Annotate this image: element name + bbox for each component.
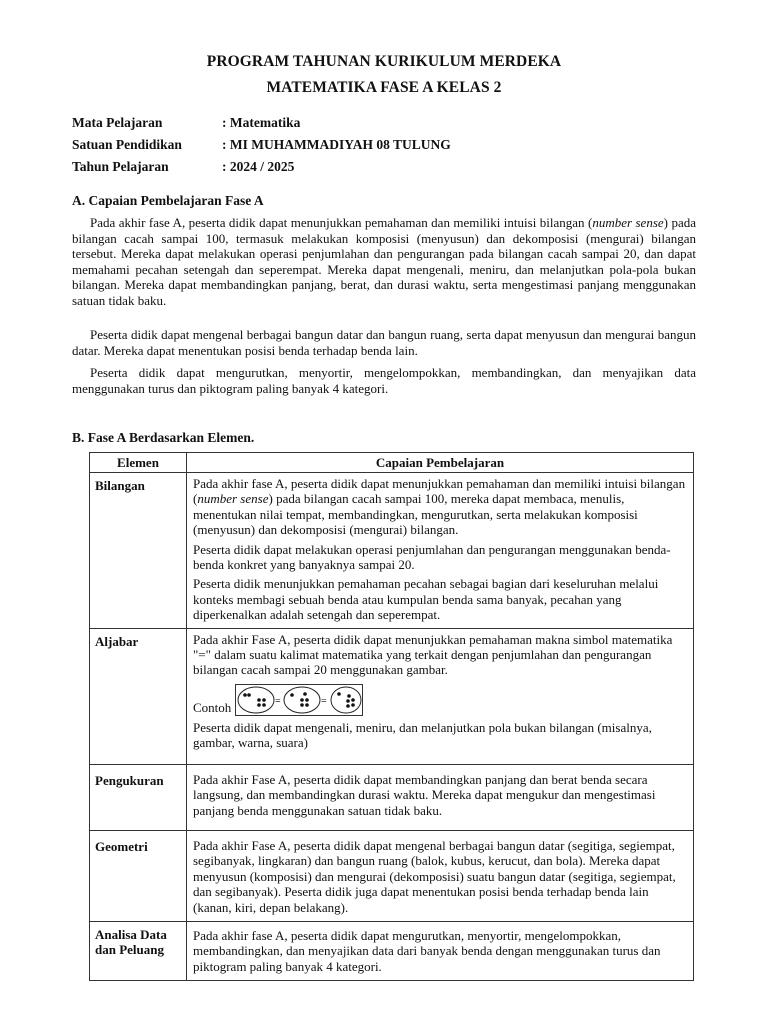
table-row-pengukuran	[90, 764, 694, 830]
contoh-label: Contoh	[193, 700, 232, 716]
section-a-paragraph-3: Peserta didik dapat mengurutkan, menyortir, mengelompokkan, membandingkan, dan menyajikan data menggunakan turus dan piktogram paling banyak 4 kategori.	[72, 365, 696, 396]
text-run: Pada akhir fase A, peserta didik dapat menunjukkan pemahaman dan memiliki intuisi bilangan (	[90, 215, 593, 230]
info-value: : 2024 / 2025	[222, 159, 295, 174]
equals-sign: =	[321, 695, 327, 707]
capaian-cell	[187, 628, 694, 764]
info-row-tahun-pelajaran	[72, 159, 294, 175]
capaian-cell	[187, 764, 694, 830]
table-row-geometri	[90, 830, 694, 921]
elemen-name: Bilangan	[90, 473, 187, 629]
info-row-satuan-pendidikan	[72, 137, 451, 153]
elemen-name: Analisa Data dan Peluang	[90, 921, 187, 980]
info-label: Mata Pelajaran	[72, 115, 163, 130]
capaian-paragraph: Pada akhir Fase A, peserta didik dapat membandingkan panjang dan berat benda secara langsung, dan membandingkan durasi waktu. Mereka dapat mengukur dan mengestimasi panjang benda menggunakan satuan tidak baku.	[193, 771, 656, 818]
elemen-name: Geometri	[90, 830, 187, 921]
info-row-mata-pelajaran	[72, 115, 300, 131]
column-header-elemen: Elemen	[90, 453, 187, 473]
illustration-frame	[236, 684, 363, 715]
capaian-paragraph: Pada akhir Fase A, peserta didik dapat mengenal berbagai bangun datar (segitiga, segiempat, segibanyak, lingkaran) dan bangun ruang (balok, kubus, kerucut, dan bola). Mereka dapat menyusun (komposisi) dan mengurai (dekomposisi) suatu bangun datar (segitiga, segiempat, dan segibanyak). Peserta didik juga dapat menentukan posisi benda terhadap benda lain (kanan, kiri, depan belakang).	[193, 837, 676, 915]
column-header-capaian: Capaian Pembelajaran	[187, 453, 694, 473]
table-header-row	[90, 453, 694, 473]
section-a-paragraph-1	[72, 215, 696, 309]
capaian-paragraph: Pada akhir Fase A, peserta didik dapat menunjukkan pemahaman makna simbol matematika "=" dalam suatu kalimat matematika yang terkait dengan penjumlahan dan pengurangan bilangan cacah sampai 20 menggunakan gambar.	[193, 631, 673, 678]
section-a-heading: A. Capaian Pembelajaran Fase A	[72, 193, 264, 208]
info-label: Tahun Pelajaran	[72, 159, 169, 174]
capaian-paragraph	[193, 476, 687, 538]
text-run: ) pada bilangan cacah sampai 100, termasuk melakukan komposisi (menyusun) dan dekomposisi (mengurai) bilangan tersebut. Mereka dapat melakukan operasi penjumlahan dan pengurangan pada bilangan cacah sampai 20, dan dapat memahami pecahan setengah dan seperempat. Mereka dapat mengenali, meniru, dan melanjutkan pola-pola bukan bilangan. Mereka dapat membandingkan panjang, berat, dan durasi waktu, serta mengestimasi panjang menggunakan satuan tidak baku.	[72, 215, 696, 308]
elemen-name: Pengukuran	[90, 764, 187, 830]
document-title-line2: MATEMATIKA FASE A KELAS 2	[266, 79, 502, 96]
text-run: ) pada bilangan cacah sampai 100, mereka dapat membaca, menulis, menentukan nilai tempat, membandingkan, mengurutkan, serta melakukan komposisi (menyusun) dan dekomposisi (mengurai) bilangan.	[193, 491, 638, 538]
contoh-example	[193, 684, 687, 716]
section-a-paragraph-2: Peserta didik dapat mengenal berbagai bangun datar dan bangun ruang, serta dapat menyusun dan mengurai bangun datar. Mereka dapat menentukan posisi benda terhadap benda lain.	[72, 327, 696, 358]
text-run-italic: number sense	[197, 491, 269, 507]
table-row-analisa-data	[90, 921, 694, 980]
elemen-table	[89, 452, 694, 981]
equation-dots-illustration	[235, 684, 363, 716]
capaian-cell	[187, 473, 694, 629]
info-value: : MI MUHAMMADIYAH 08 TULUNG	[222, 137, 451, 152]
equals-sign: =	[275, 695, 281, 707]
capaian-paragraph: Peserta didik dapat mengenali, meniru, dan melanjutkan pola bukan bilangan (misalnya, gambar, warna, suara)	[193, 719, 652, 751]
table-row-bilangan	[90, 473, 694, 629]
info-label: Satuan Pendidikan	[72, 137, 182, 152]
capaian-cell	[187, 921, 694, 980]
capaian-paragraph: Peserta didik menunjukkan pemahaman pecahan sebagai bagian dari keseluruhan melalui konteks membagi sebuah benda atau kumpulan benda sama banyak, pecahan yang diperkenalkan adalah setengah dan seperempat.	[193, 576, 659, 623]
elemen-name: Aljabar	[90, 628, 187, 764]
text-run-italic: number sense	[592, 215, 664, 230]
document-title-line1: PROGRAM TAHUNAN KURIKULUM MERDEKA	[206, 53, 562, 70]
table-row-aljabar	[90, 628, 694, 764]
section-b-heading: B. Fase A Berdasarkan Elemen.	[72, 430, 255, 445]
text-run: Pada akhir fase A, peserta didik dapat menunjukkan pemahaman dan memiliki intuisi bilangan (	[193, 476, 686, 507]
capaian-paragraph: Pada akhir fase A, peserta didik dapat mengurutkan, menyortir, mengelompokkan, membandingkan, dan menyajikan data dari banyak benda dengan menggunakan turus dan piktogram paling banyak 4 kategori.	[193, 927, 661, 974]
capaian-cell	[187, 830, 694, 921]
capaian-paragraph: Peserta didik dapat melakukan operasi penjumlahan dan pengurangan menggunakan benda-benda konkret yang banyaknya sampai 20.	[193, 541, 671, 573]
info-value: : Matematika	[222, 115, 301, 130]
